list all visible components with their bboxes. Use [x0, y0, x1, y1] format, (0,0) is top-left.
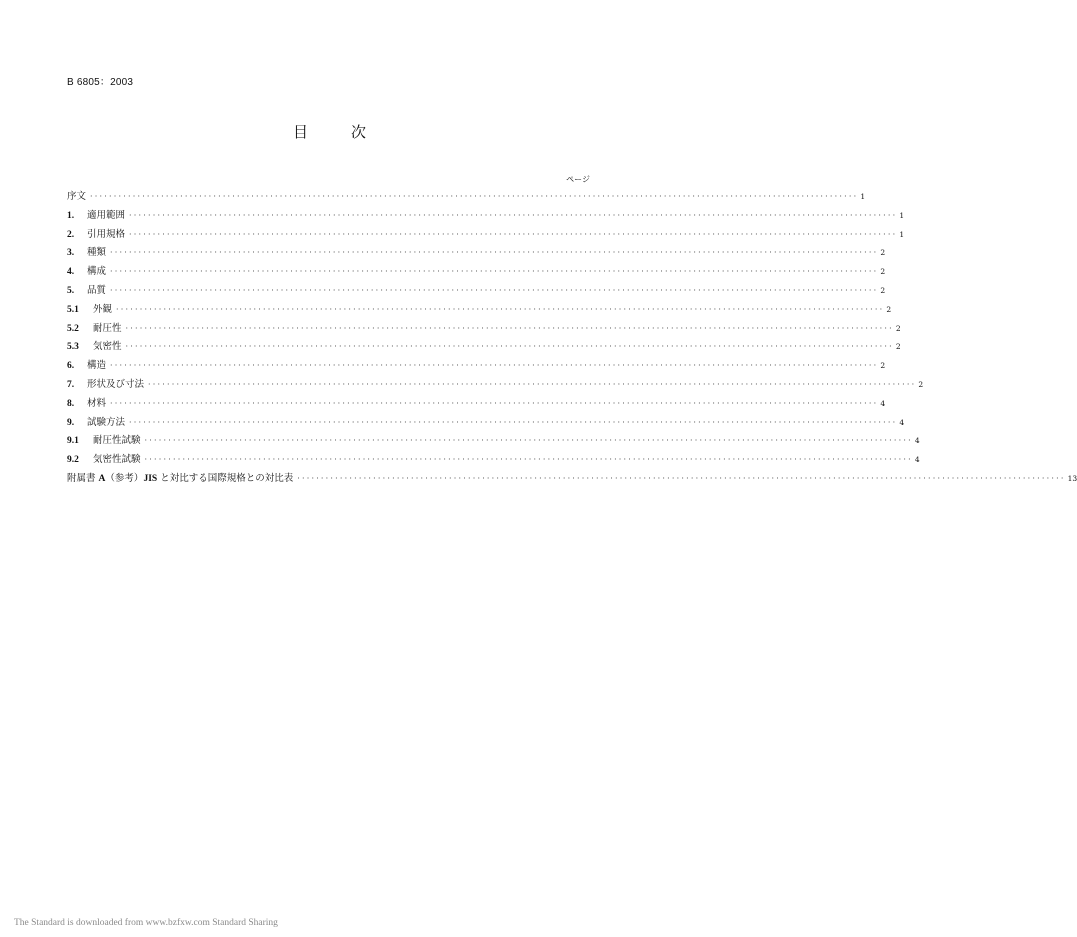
toc-entry-number: 3.: [67, 248, 75, 259]
toc-leader-dots: ··································································································································································: [129, 210, 898, 220]
toc-entry-page: 2: [880, 361, 886, 371]
toc-entry-label: 外観: [93, 303, 113, 315]
toc-entry-label: 材料: [87, 397, 107, 409]
table-of-contents: [67, 188, 1077, 489]
toc-leader-dots: ··································································································································································: [116, 304, 885, 314]
toc-leader-dots: ··································································································································································: [90, 192, 859, 201]
toc-entry-6[interactable]: [67, 357, 886, 376]
toc-entry-number: 8.: [67, 398, 75, 409]
toc-entry-2[interactable]: [67, 226, 905, 245]
toc-entry-page: 1: [899, 229, 905, 239]
toc-leader-dots: ··································································································································································: [110, 267, 879, 277]
download-footer: The Standard is downloaded from www.bzfxw.com Standard Sharing: [14, 918, 278, 928]
toc-entry-1[interactable]: [67, 207, 905, 226]
toc-entry-7[interactable]: [67, 376, 924, 395]
toc-entry-page: 4: [880, 398, 886, 408]
toc-entry-3[interactable]: [67, 244, 886, 263]
toc-entry-preface[interactable]: [67, 188, 866, 207]
annex-letter: A: [98, 473, 106, 484]
toc-entry-page: 2: [918, 379, 924, 389]
toc-entry-page: 2: [886, 304, 892, 314]
toc-leader-dots: ··································································································································································: [297, 473, 1066, 483]
toc-entry-label: 序文: [67, 191, 87, 202]
toc-leader-dots: ··································································································································································: [129, 417, 898, 427]
toc-entry-number: 9.1: [67, 436, 79, 447]
toc-entry-label: 気密性: [93, 341, 122, 353]
toc-leader-dots: ··································································································································································: [110, 248, 879, 258]
toc-entry-8[interactable]: [67, 395, 886, 414]
toc-entry-number: 7.: [67, 379, 75, 390]
toc-leader-dots: ··································································································································································: [148, 379, 917, 389]
page-column-header: ページ: [566, 175, 590, 184]
toc-leader-dots: ··································································································································································: [144, 436, 913, 446]
toc-title: 目 次: [292, 123, 380, 141]
toc-entry-number: 5.3: [67, 342, 79, 353]
toc-entry-number: 5.: [67, 285, 75, 296]
toc-entry-5[interactable]: [67, 282, 886, 301]
toc-annex-label: [67, 470, 297, 484]
toc-entry-page: 2: [880, 285, 886, 295]
toc-leader-dots: ··································································································································································: [110, 361, 879, 371]
toc-entry-label: 気密性試験: [93, 454, 141, 466]
toc-entry-5-1[interactable]: [67, 301, 892, 320]
toc-leader-dots: ··································································································································································: [125, 342, 894, 352]
toc-entry-number: 5.1: [67, 304, 79, 315]
toc-entry-number: 4.: [67, 267, 75, 278]
toc-entry-page: 4: [899, 417, 905, 427]
toc-entry-page: 2: [895, 342, 901, 352]
toc-entry-annex-a[interactable]: [67, 470, 1077, 489]
document-number: B 6805：2003: [67, 77, 134, 88]
toc-entry-page: 1: [860, 192, 866, 201]
toc-entry-label: 構成: [87, 266, 107, 278]
toc-entry-label: 引用規格: [87, 228, 126, 240]
toc-entry-number: 9.: [67, 417, 75, 428]
toc-entry-page: 1: [899, 210, 905, 220]
toc-entry-page: 2: [895, 323, 901, 333]
toc-entry-label: 品質: [87, 284, 107, 296]
toc-entry-label: 種類: [87, 247, 107, 259]
toc-entry-9[interactable]: [67, 414, 905, 433]
annex-prefix: 附属書: [67, 472, 96, 484]
toc-entry-label: 試験方法: [87, 416, 126, 428]
toc-entry-label: 耐圧性試験: [93, 435, 141, 447]
toc-entry-page: 2: [880, 267, 886, 277]
annex-title: と対比する国際規格との対比表: [160, 472, 294, 484]
toc-entry-9-1[interactable]: [67, 432, 920, 451]
toc-entry-number: 9.2: [67, 455, 79, 466]
toc-entry-5-3[interactable]: [67, 338, 901, 357]
toc-entry-number: 6.: [67, 361, 75, 372]
toc-leader-dots: ··································································································································································: [110, 398, 879, 408]
toc-leader-dots: ··································································································································································: [125, 323, 894, 333]
annex-jis: JIS: [143, 473, 158, 484]
toc-entry-number: 2.: [67, 229, 75, 240]
toc-entry-number: 5.2: [67, 323, 79, 334]
toc-entry-page: 4: [914, 455, 920, 465]
toc-leader-dots: ··································································································································································: [110, 285, 879, 295]
toc-entry-9-2[interactable]: [67, 451, 920, 470]
toc-entry-label: 耐圧性: [93, 322, 122, 334]
toc-entry-4[interactable]: [67, 263, 886, 282]
toc-entry-label: 適用範囲: [87, 209, 126, 221]
toc-entry-page: 13: [1067, 473, 1077, 483]
toc-entry-5-2[interactable]: [67, 320, 901, 339]
toc-entry-page: 4: [914, 436, 920, 446]
annex-note: （参考）: [105, 472, 144, 484]
toc-leader-dots: ··································································································································································: [129, 229, 898, 239]
toc-entry-label: 形状及び寸法: [87, 378, 145, 390]
toc-leader-dots: ··································································································································································: [144, 455, 913, 465]
toc-entry-label: 構造: [87, 360, 107, 372]
toc-entry-page: 2: [880, 248, 886, 258]
toc-entry-number: 1.: [67, 210, 75, 221]
